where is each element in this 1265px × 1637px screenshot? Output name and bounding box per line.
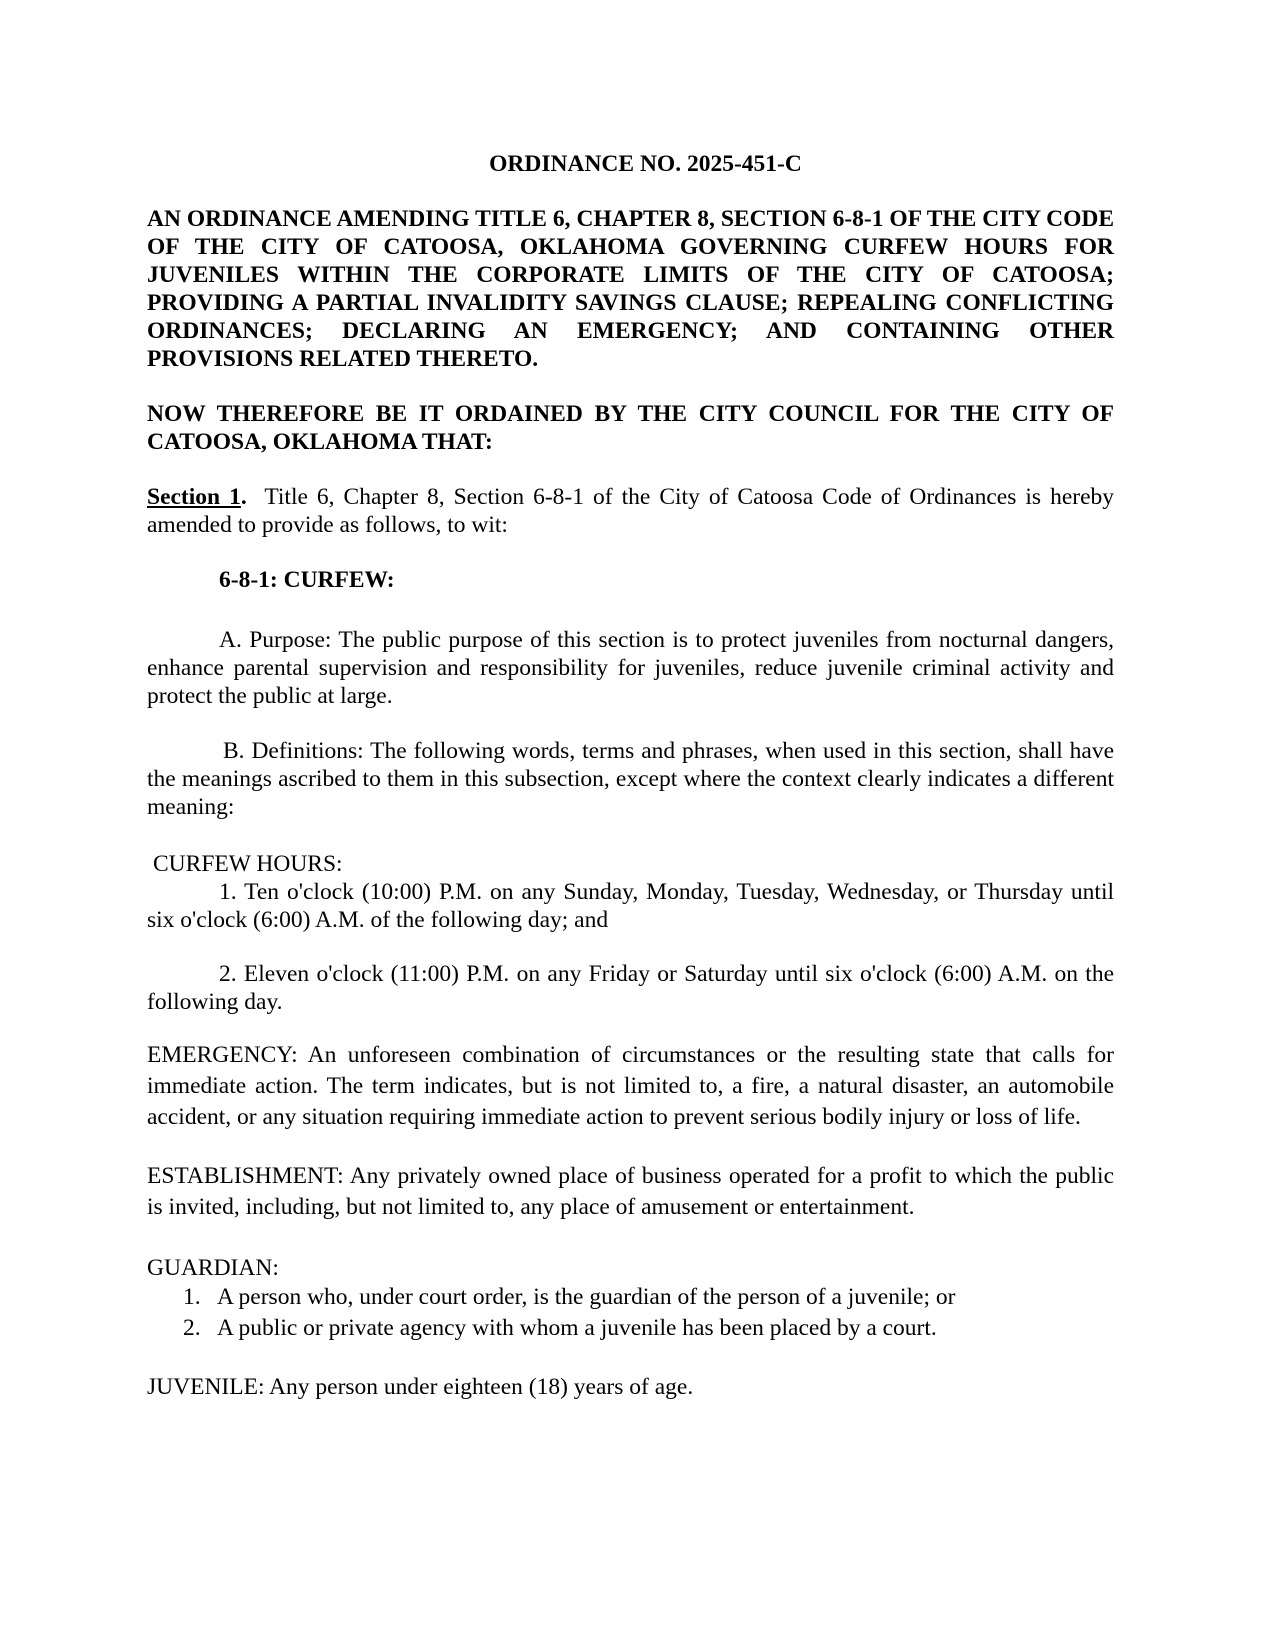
curfew-hours-label: CURFEW HOURS: xyxy=(153,851,343,877)
establishment-definition: ESTABLISHMENT: Any privately owned place of business operated for a profit to which the public is invited, including, but not limited to, any place of amusement or entertainment. xyxy=(147,1163,1114,1220)
section-1-paragraph xyxy=(147,483,1114,539)
section-1-label: Section 1 xyxy=(147,484,241,510)
guardian-list xyxy=(147,1282,1114,1344)
guardian-label: GUARDIAN: xyxy=(147,1255,279,1281)
guardian-item-text: A person who, under court order, is the guardian of the person of a juvenile; or xyxy=(217,1284,956,1310)
guardian-item-text: A public or private agency with whom a juvenile has been placed by a court. xyxy=(217,1315,937,1341)
guardian-item-number: 2. xyxy=(183,1315,201,1341)
ordinance-caption: AN ORDINANCE AMENDING TITLE 6, CHAPTER 8, SECTION 6-8-1 OF THE CITY CODE OF THE CITY OF CATOOSA, OKLAHOMA GOVERNING CURFEW HOURS FOR JUVENILES WITHIN THE CORPORATE LIMITS OF THE CITY OF CATOOSA; PROVIDING A PARTIAL INVALIDITY SAVINGS CLAUSE; REPEALING CONFLICTING ORDINANCES; DECLARING AN EMERGENCY; AND CONTAINING OTHER PROVISIONS RELATED THERETO. xyxy=(147,206,1114,372)
guardian-item-number: 1. xyxy=(183,1284,201,1310)
definitions-intro: B. Definitions: The following words, terms and phrases, when used in this section, shall have the meanings ascribed to them in this subsection, except where the context clearly indicates a different meaning: xyxy=(147,738,1114,820)
document-page xyxy=(147,150,1114,1401)
purpose-paragraph: A. Purpose: The public purpose of this section is to protect juveniles from nocturnal dangers, enhance parental supervision and responsibility for juveniles, reduce juvenile criminal activity and protect the public at large. xyxy=(147,627,1114,709)
section-1-text: Title 6, Chapter 8, Section 6-8-1 of the City of Catoosa Code of Ordinances is hereby amended to provide as follows, to wit: xyxy=(147,484,1114,538)
list-item xyxy=(147,1313,1114,1344)
juvenile-definition: JUVENILE: Any person under eighteen (18) years of age. xyxy=(147,1374,694,1400)
curfew-hours-item-2: 2. Eleven o'clock (11:00) P.M. on any Friday or Saturday until six o'clock (6:00) A.M. on the following day. xyxy=(147,961,1114,1015)
emergency-definition: EMERGENCY: An unforeseen combination of circumstances or the resulting state that calls for immediate action. The term indicates, but is not limited to, a fire, a natural disaster, an automobile accident, or any situation requiring immediate action to prevent serious bodily injury or loss of life. xyxy=(147,1042,1114,1130)
list-item xyxy=(147,1282,1114,1313)
subsection-heading: 6-8-1: CURFEW: xyxy=(219,567,395,593)
ordinance-title: ORDINANCE NO. 2025-451-C xyxy=(489,151,802,177)
section-1-punct: . xyxy=(240,484,247,510)
curfew-hours-item-1: 1. Ten o'clock (10:00) P.M. on any Sunday, Monday, Tuesday, Wednesday, or Thursday until six o'clock (6:00) A.M. of the following day; and xyxy=(147,879,1114,933)
enacting-clause: NOW THEREFORE BE IT ORDAINED BY THE CITY COUNCIL FOR THE CITY OF CATOOSA, OKLAHOMA THAT: xyxy=(147,401,1114,455)
